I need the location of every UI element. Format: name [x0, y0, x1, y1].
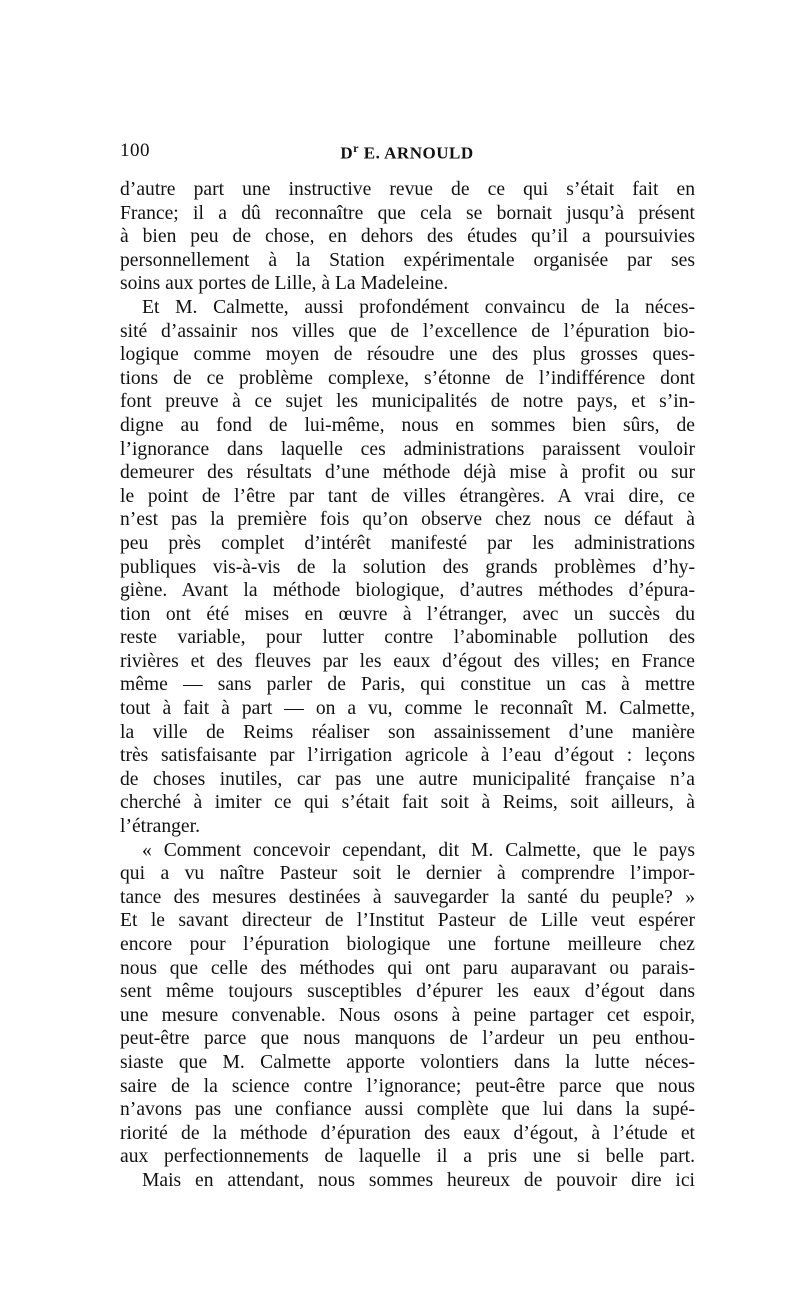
text-line: riorité de la méthode d’épuration des eaux d’égout, à l’étude et [120, 1122, 695, 1144]
text-line: d’autre part une instructive revue de ce qui s’était fait en [120, 179, 695, 200]
text-line: peut-être parce que nous manquons de l’ardeur un peu enthou- [120, 1028, 695, 1050]
text-line: tions de ce problème complexe, s’étonne de l’indifférence dont [120, 367, 695, 389]
page-number: 100 [120, 140, 150, 161]
text-line: soins aux portes de Lille, à La Madeleine. [120, 273, 449, 295]
text-line: sent même toujours susceptibles d’épurer les eaux d’égout dans [120, 981, 695, 1003]
text-line: n’avons pas une confiance aussi complète que lui dans la supé- [120, 1099, 695, 1121]
text-line: cherché à imiter ce qui s’était fait soit à Reims, soit ailleurs, à [120, 792, 695, 814]
text-line: peu près complet d’intérêt manifesté par les administrations [120, 532, 695, 554]
text-line: reste variable, pour lutter contre l’abominable pollution des [120, 627, 695, 649]
text-line: le point de l’être par tant de villes étrangères. A vrai dire, ce [120, 485, 695, 507]
running-head [120, 140, 694, 170]
text-line: encore pour l’épuration biologique une fortune meilleure chez [120, 934, 695, 955]
text-line: « Comment concevoir cependant, dit M. Calmette, que le pays [142, 839, 695, 861]
text-line: l’ignorance dans laquelle ces administrations paraissent vouloir [120, 438, 695, 460]
body-text [120, 178, 695, 1193]
author-prefix: D [340, 143, 354, 163]
text-line: personnellement à la Station expérimentale organisée par ses [120, 249, 695, 271]
text-line: rivières et des fleuves par les eaux d’égout des villes; en France [120, 650, 695, 672]
text-line: sité d’assainir nos villes que de l’excellence de l’épuration bio- [120, 320, 695, 342]
text-line: Et M. Calmette, aussi profondément convaincu de la néces- [142, 296, 695, 318]
text-line: nous que celle des méthodes qui ont paru auparavant ou parais- [120, 957, 695, 979]
text-line: Et le savant directeur de l’Institut Pasteur de Lille veut espérer [120, 910, 695, 932]
text-line: très satisfaisante par l’irrigation agricole à l’eau d’égout : leçons [120, 745, 695, 767]
text-line: n’est pas la première fois qu’on observe chez nous ce défaut à [120, 509, 695, 531]
text-line: tion ont été mises en œuvre à l’étranger, avec un succès du [120, 603, 695, 625]
text-line: la ville de Reims réaliser son assainissement d’une manière [120, 721, 695, 743]
text-line: aux perfectionnements de laquelle il a pris une si belle part. [120, 1146, 695, 1168]
text-line: l’étranger. [120, 816, 200, 838]
text-line: de choses inutiles, car pas une autre municipalité française n’a [120, 768, 695, 790]
text-line: giène. Avant la méthode biologique, d’autres méthodes d’épura- [120, 580, 695, 602]
text-line: même — sans parler de Paris, qui constitue un cas à mettre [120, 674, 695, 696]
text-line: une mesure convenable. Nous osons à peine partager cet espoir, [120, 1004, 695, 1026]
text-line: Mais en attendant, nous sommes heureux de pouvoir dire ici [142, 1169, 695, 1191]
text-line: publiques vis-à-vis de la solution des grands problèmes d’hy- [120, 556, 695, 578]
text-line: digne au fond de lui-même, nous en sommes bien sûrs, de [120, 414, 695, 436]
text-line: font preuve à ce sujet les municipalités de notre pays, et s’in- [120, 391, 695, 413]
text-line: tout à fait à part — on a vu, comme le reconnaît M. Calmette, [120, 698, 695, 720]
text-line: siaste que M. Calmette apporte volontiers dans la lutte néces- [120, 1051, 695, 1073]
author-name: E. ARNOULD [363, 143, 474, 163]
author-superscript: r [353, 141, 359, 155]
text-line: tance des mesures destinées à sauvegarder la santé du peuple? » [120, 886, 695, 908]
text-line: à bien peu de chose, en dehors des études qu’il a poursuivies [120, 226, 695, 248]
text-line: France; il a dû reconnaître que cela se bornait jusqu’à présent [120, 202, 695, 224]
text-line: saire de la science contre l’ignorance; peut-être parce que nous [120, 1075, 695, 1097]
text-line: qui a vu naître Pasteur soit le dernier à comprendre l’impor- [120, 863, 695, 885]
text-line: logique comme moyen de résoudre une des plus grosses ques- [120, 344, 695, 366]
text-line: demeurer des résultats d’une méthode déjà mise à profit ou sur [120, 462, 695, 484]
running-head-author [120, 141, 694, 164]
